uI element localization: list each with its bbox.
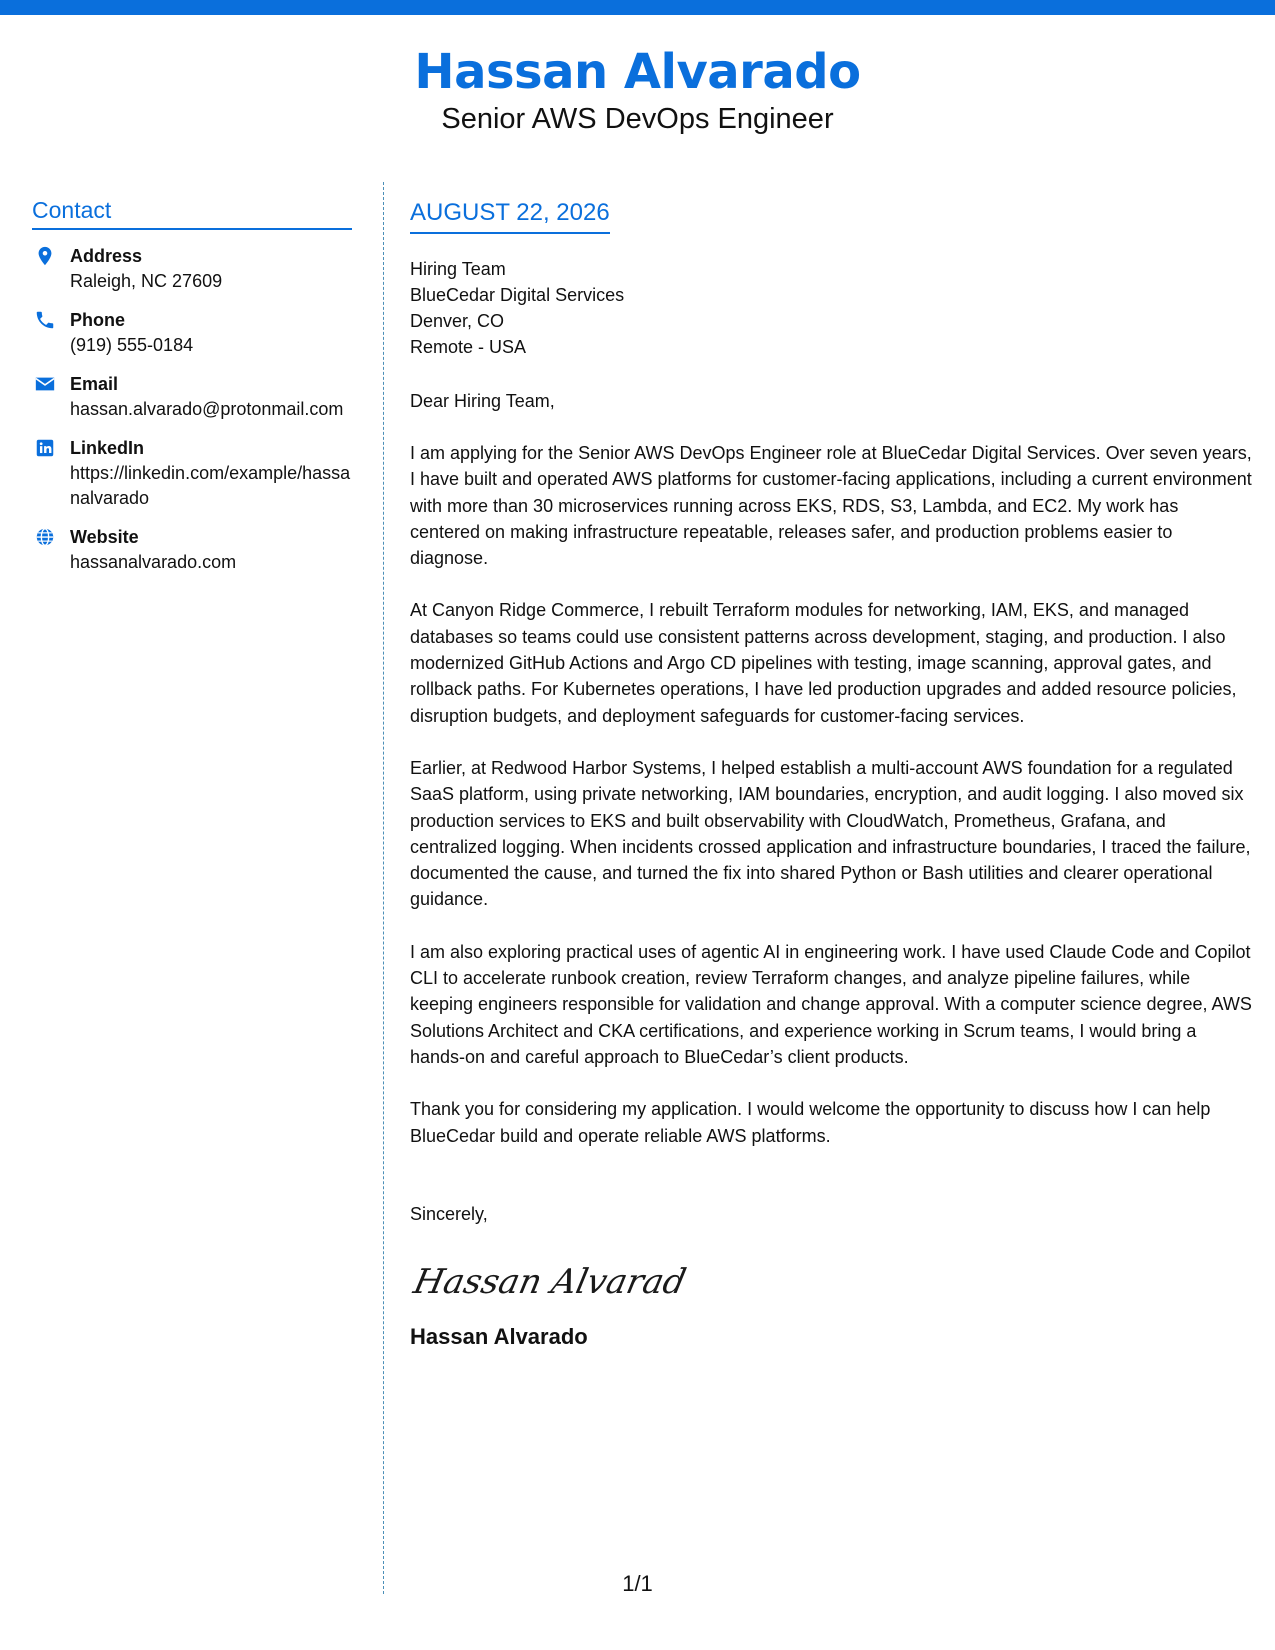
contact-value: (919) 555-0184: [70, 335, 194, 355]
sidebar-title: Contact: [32, 196, 352, 230]
globe-icon: [34, 526, 56, 548]
paragraph: I am applying for the Senior AWS DevOps Engineer role at BlueCedar Digital Services. Over seven years, I have built and operated AWS platforms for customer-facing applications, including a current environment with more than 30 microservices running across EKS, RDS, S3, Lambda, and EC2. My work has centered on making infrastructure repeatable, releases safer, and production problems easier to diagnose.: [410, 443, 1252, 569]
contact-label: Email: [70, 374, 119, 394]
map-pin-icon: [34, 245, 56, 267]
greeting: Dear Hiring Team,: [410, 391, 555, 411]
contact-linkedin: [32, 436, 352, 511]
page-number: 1/1: [622, 1571, 653, 1596]
contact-value[interactable]: https://linkedin.com/example/hassanalvarado: [70, 463, 351, 508]
recipient-block: [410, 256, 1252, 360]
contact-label: Address: [70, 246, 143, 266]
closing: Sincerely,: [410, 1203, 488, 1224]
letter-date: AUGUST 22, 2026: [410, 198, 610, 234]
signature: [410, 1253, 1252, 1309]
applicant-title: Senior AWS DevOps Engineer: [441, 103, 834, 135]
paragraph: Earlier, at Redwood Harbor Systems, I helped establish a multi-account AWS foundation for a regulated SaaS platform, using private networking, IAM boundaries, encryption, and audit logging. I also moved six production services to EKS and built observability with CloudWatch, Prometheus, Grafana, and centralized logging. When incidents crossed application and infrastructure boundaries, I traced the failure, documented the cause, and turned the fix into shared Python or Bash utilities and clearer operational guidance.: [410, 757, 1251, 910]
page-header: [0, 44, 1275, 136]
recipient-line: Hiring Team: [410, 259, 506, 279]
contact-label: Phone: [70, 310, 126, 330]
paragraph: Thank you for considering my application. I would welcome the opportunity to discuss how I can help BlueCedar build and operate reliable AWS platforms.: [410, 1099, 1211, 1146]
signed-name: Hassan Alvarado: [410, 1323, 588, 1349]
column-divider: [383, 182, 384, 1594]
envelope-icon: [34, 373, 56, 395]
recipient-line: BlueCedar Digital Services: [410, 285, 625, 305]
contact-phone: [32, 308, 352, 358]
recipient-line: Denver, CO: [410, 311, 505, 331]
contact-label: LinkedIn: [70, 438, 145, 458]
contact-address: [32, 244, 352, 294]
phone-icon: [34, 309, 56, 331]
linkedin-icon: [34, 437, 56, 459]
paragraph: I am also exploring practical uses of agentic AI in engineering work. I have used Claude Code and Copilot CLI to accelerate runbook creation, review Terraform changes, and analyze pipeline failures, while keeping engineers responsible for validation and change approval. With a computer science degree, AWS Solutions Architect and CKA certifications, and experience working in Scrum teams, I would bring a hands-on and careful approach to BlueCedar’s client products.: [410, 941, 1252, 1067]
recipient-line: Remote - USA: [410, 337, 527, 357]
applicant-name: Hassan Alvarado: [414, 44, 861, 100]
paragraph: At Canyon Ridge Commerce, I rebuilt Terraform modules for networking, IAM, EKS, and managed databases so teams could use consistent patterns across development, staging, and production. I also modernized GitHub Actions and Argo CD pipelines with testing, image scanning, approval gates, and rollback paths. For Kubernetes operations, I have led production upgrades and added resource policies, disruption budgets, and deployment safeguards for customer-facing services.: [410, 600, 1237, 726]
contact-website: [32, 525, 352, 575]
contact-value[interactable]: hassanalvarado.com: [70, 552, 237, 572]
contact-label: Website: [70, 527, 139, 547]
letter-body: [410, 198, 1252, 1351]
signature-text: Hassan Alvarad: [410, 1262, 690, 1302]
contact-value: hassan.alvarado@protonmail.com: [70, 399, 344, 419]
contact-value: Raleigh, NC 27609: [70, 271, 223, 291]
handwritten-signature: [410, 1253, 690, 1309]
contact-sidebar: [32, 196, 352, 589]
contact-email: [32, 372, 352, 422]
top-accent-bar: [0, 0, 1275, 15]
